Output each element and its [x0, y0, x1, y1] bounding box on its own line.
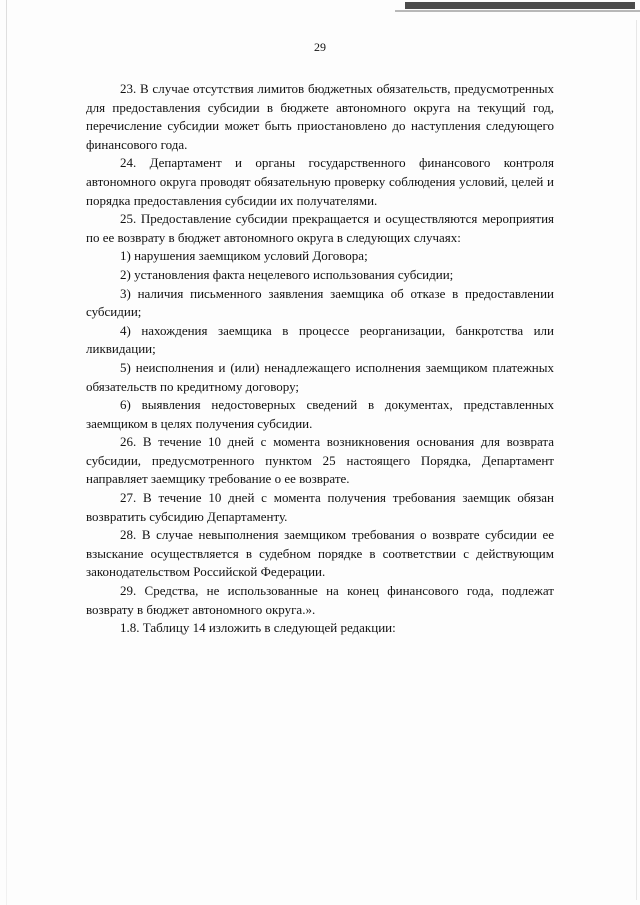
- paragraph-24: 24. Департамент и органы государственного финансового контроля автономного округа проводят обязательную проверку соблюдения условий, целей и порядка предоставления субсидии их получателями.: [86, 155, 554, 208]
- paragraph-1-8: 1.8. Таблицу 14 изложить в следующей редакции:: [120, 620, 396, 636]
- list-item-5: 5) неисполнения и (или) ненадлежащего исполнения заемщиком платежных обязательств по кредитному договору;: [86, 359, 554, 394]
- paragraph-25: 25. Предоставление субсидии прекращается и осуществляются мероприятия по ее возврату в бюджет автономного округа в следующих случаях:: [86, 211, 554, 245]
- paragraph-29: 29. Средства, не использованные на конец финансового года, подлежат возврату в бюджет автономного округа.».: [86, 583, 554, 617]
- list-item-4: 4) нахождения заемщика в процессе реорганизации, банкротства или ликвидации;: [86, 322, 554, 357]
- scan-edge-right: [636, 20, 637, 900]
- paragraph-23: 23. В случае отсутствия лимитов бюджетных обязательств, предусмотренных для предоставления субсидии в бюджете автономного округа на текущий год, перечисление субсидии может быть приостановлено до наступления следующего финансового года.: [86, 81, 554, 152]
- paragraph-26: 26. В течение 10 дней с момента возникновения основания для возврата субсидии, предусмотренного пунктом 25 настоящего Порядка, Департамент направляет заемщику требование о ее возврате.: [86, 434, 554, 487]
- list-item-6: 6) выявления недостоверных сведений в документах, представленных заемщиком в целях получения субсидии.: [86, 397, 554, 431]
- document-body: [86, 80, 554, 638]
- list-item-3: 3) наличия письменного заявления заемщика об отказе в предоставлении субсидии;: [86, 285, 554, 320]
- scan-artifact-top-line: [395, 10, 640, 12]
- scan-artifact-top: [405, 2, 635, 9]
- paragraph-27: 27. В течение 10 дней с момента получения требования заемщик обязан возвратить субсидию Департаменту.: [86, 490, 554, 524]
- scan-edge-left: [6, 0, 7, 905]
- paragraph-28: 28. В случае невыполнения заемщиком требования о возврате субсидии ее взыскание осуществляется в судебном порядке в соответствии с действующим законодательством Российской Федерации.: [86, 527, 554, 580]
- list-item-2: 2) установления факта нецелевого использования субсидии;: [120, 266, 454, 282]
- page-number: 29: [314, 40, 326, 54]
- list-item-1: 1) нарушения заемщиком условий Договора;: [120, 248, 368, 264]
